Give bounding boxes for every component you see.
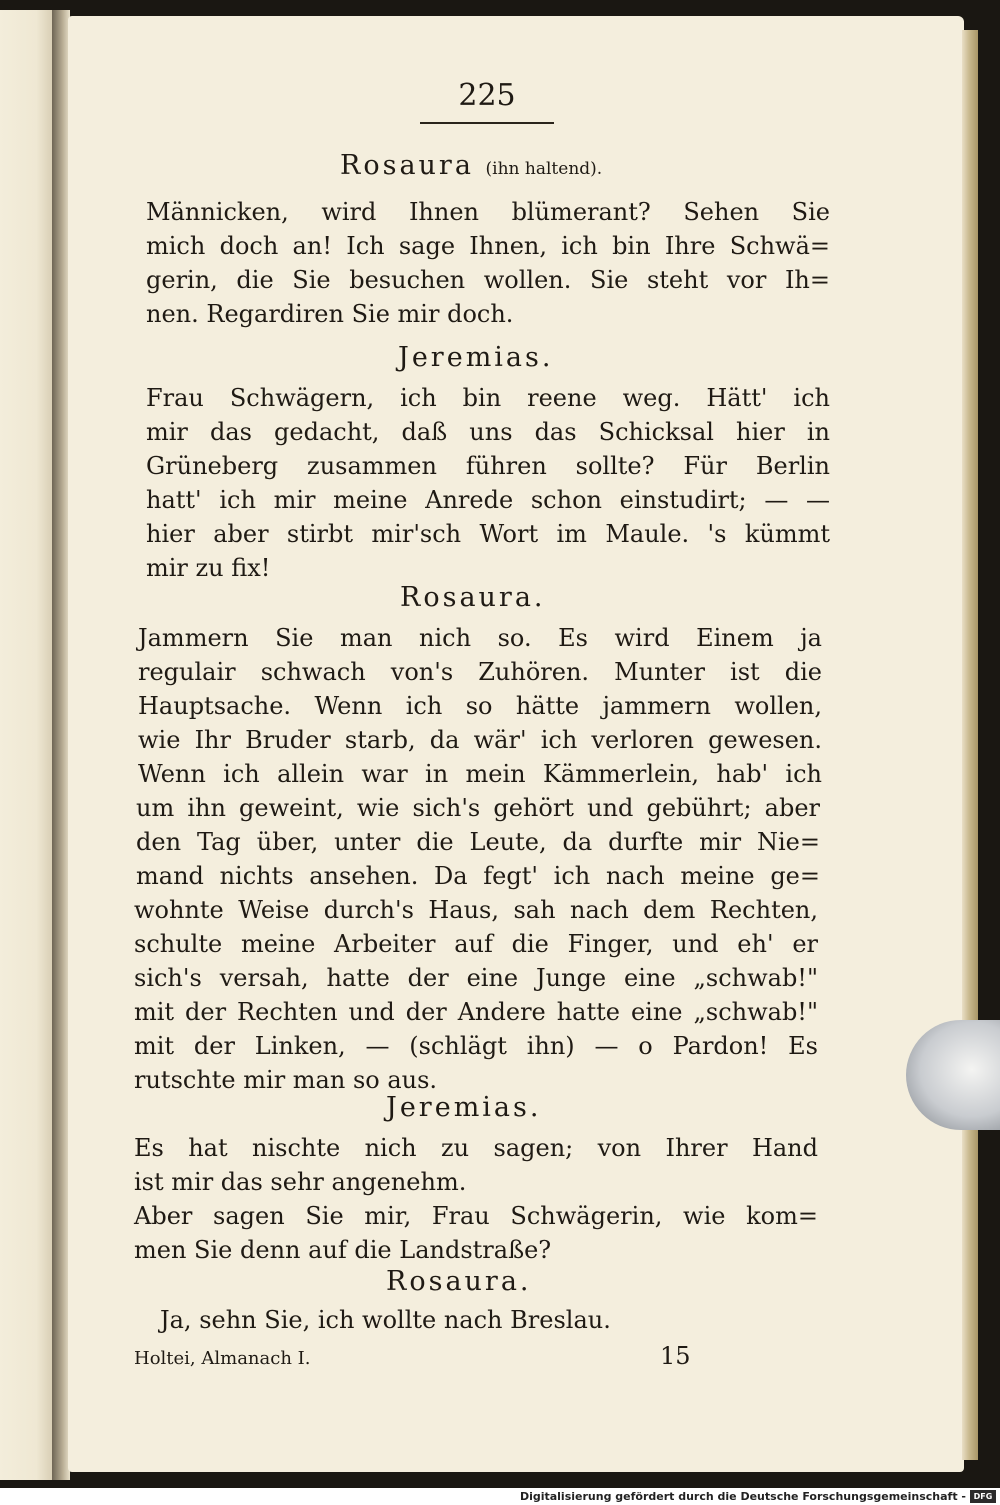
text-line: men Sie denn auf die Landstraße? [134,1236,552,1264]
speaker-name [340,150,602,181]
text-line: um ihn geweint, wie sich's gehört und gebührt; aber [136,794,820,822]
text-line: mand nichts ansehen. Da fegt' ich nach meine ge= [136,862,820,890]
text-line: mir zu fix! [146,554,271,582]
text-line: Ja, sehn Sie, ich wollte nach Breslau. [160,1306,611,1334]
text-line: gerin, die Sie besuchen wollen. Sie steht vor Ih= [146,266,830,294]
text-line: nen. Regardiren Sie mir doch. [146,300,514,328]
speaker-name: Jeremias. [386,1092,542,1123]
signature-mark: Holtei, Almanach I. [134,1348,311,1369]
text-line: mir das gedacht, daß uns das Schicksal hier in [146,418,830,446]
page-number-rule [420,122,554,124]
text-line: Jammern Sie man nich so. Es wird Einem ja [138,624,822,652]
dfg-logo: DFG [970,1490,996,1503]
speaker-name: Rosaura. [400,582,546,613]
speaker-name: Rosaura. [386,1266,532,1297]
text-line: mit der Linken, — (schlägt ihn) — o Pardon! Es [134,1032,818,1060]
text-line: Frau Schwägern, ich bin reene weg. Hätt' ich [146,384,830,412]
text-line: schulte meine Arbeiter auf die Finger, und eh' er [134,930,818,958]
credit-text: Digitalisierung gefördert durch die Deutsche Forschungsgemeinschaft - [519,1490,966,1503]
sheet-number: 15 [660,1342,691,1370]
text-line: hatt' ich mir meine Anrede schon einstudirt; — — [146,486,830,514]
speaker-label: Rosaura [340,150,474,181]
text-line: regulair schwach von's Zuhören. Munter ist die [138,658,822,686]
text-line: wohnte Weise durch's Haus, sah nach dem Rechten, [134,896,818,924]
page-stack-edge [962,30,978,1460]
text-line: Grüneberg zusammen führen sollte? Für Berlin [146,452,830,480]
text-line: Männicken, wird Ihnen blümerant? Sehen Sie [146,198,830,226]
text-line: hier aber stirbt mir'sch Wort im Maule. 's kümmt [146,520,830,548]
text-line: mich doch an! Ich sage Ihnen, ich bin Ihre Schwä= [146,232,830,260]
page-number: 225 [458,78,516,113]
stage-direction: (ihn haltend). [485,159,603,179]
text-line: ist mir das sehr angenehm. [134,1168,467,1196]
text-line: den Tag über, unter die Leute, da durfte mir Nie= [136,828,820,856]
text-line: Es hat nischte nich zu sagen; von Ihrer Hand [134,1134,818,1162]
text-line: Wenn ich allein war in mein Kämmerlein, hab' ich [138,760,822,788]
text-line: sich's versah, hatte der eine Junge eine „schwab!" [134,964,818,992]
text-line: rutschte mir man so aus. [134,1066,438,1094]
text-line: Aber sagen Sie mir, Frau Schwägerin, wie kom= [134,1202,818,1230]
text-line: Hauptsache. Wenn ich so hätte jammern wollen, [138,692,822,720]
speaker-name: Jeremias. [398,342,554,373]
digitization-credit [0,1488,1000,1505]
left-page-edge [0,10,52,1480]
text-line: wie Ihr Bruder starb, da wär' ich verloren gewesen. [138,726,822,754]
text-line: mit der Rechten und der Andere hatte eine „schwab!" [134,998,818,1026]
